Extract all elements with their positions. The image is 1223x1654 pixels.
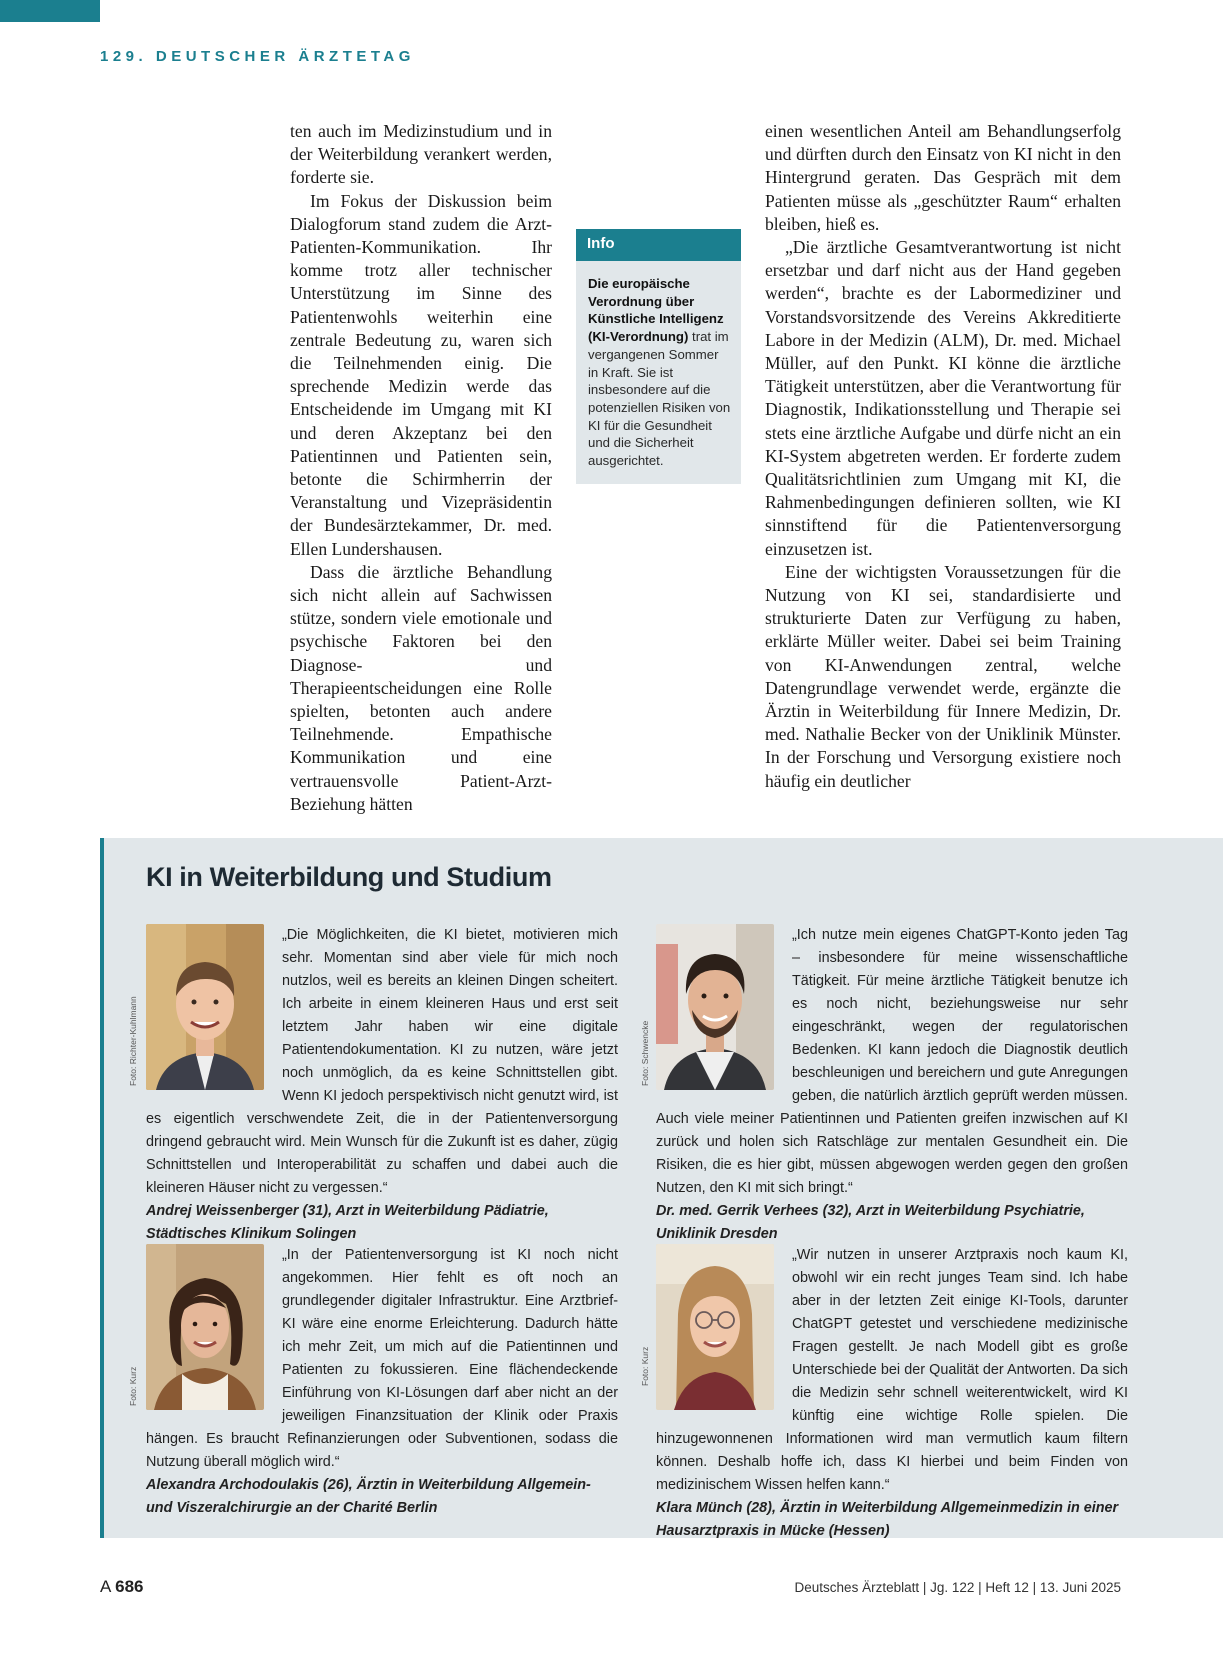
paragraph: Dass die ärztliche Behandlung sich nicht allein auf Sachwissen stütze, sondern viele emotionale und psychische Faktoren bei den Diagnose- und Therapieentscheidungen eine Rolle spielten, betonten auch andere Teilnehmende. Empathische Kommunikation und eine vertrauensvolle Patient-Arzt-Beziehung hätten: [290, 561, 552, 814]
photo-credit: Foto: Kurz: [640, 1346, 650, 1386]
info-box-heading: Info: [576, 229, 741, 261]
photo-credit: Foto: Kurz: [128, 1366, 138, 1406]
page-prefix: A: [100, 1577, 116, 1596]
page-number: [100, 1577, 144, 1597]
info-box-bold-lead: Die europäische Verordnung über Künstliche Intelligenz (KI-Verordnung): [588, 276, 724, 345]
paragraph: Eine der wichtigsten Voraussetzungen für die Nutzung von KI sei, standardisierte und strukturierte Daten zur Verfügung zu haben, erklärte Müller weiter. Dabei sei beim Training von KI-Anwendungen zentral, welche Datengrundlage verwendet werde, ergänzte die Ärztin in Weiterbildung für Innere Medizin, Dr. med. Nathalie Becker von der Uniklinik Münster. In der Forschung und Versorgung existiere noch häufig ein deutlicher: [765, 561, 1121, 791]
journal-citation: Deutsches Ärzteblatt | Jg. 122 | Heft 12 | 13. Juni 2025: [794, 1580, 1121, 1595]
quote-card: [656, 1244, 1128, 1543]
quote-text: „In der Patientenversorgung ist KI noch nicht angekommen. Hier fehlt es oft noch an grundlegender digitaler Infrastruktur. Eine Arztbrief-KI wäre eine enorme Erleichterung. Dadurch hätte ich mehr Zeit, um mich auf die Patientinnen und Patienten zu fokussieren. Eine flächendeckende Einführung von KI-Lösungen darf aber nicht an der jeweiligen Finanzsituation der Klinik oder Praxis hängen. Es braucht Refinanzierungen oder Subventionen, sodass die Nutzung überall möglich wird.“: [146, 1247, 618, 1470]
article-column-left: [290, 120, 552, 816]
quote-author: Alexandra Archodoulakis (26), Ärztin in Weiterbildung Allgemein- und Viszeralchirurgie an der Charité Berlin: [146, 1477, 591, 1516]
info-box-body: [576, 261, 741, 470]
paragraph: „Die ärztliche Gesamtverantwortung ist nicht ersetzbar und darf nicht aus der Hand gegeben werden“, brachte es der Labormediziner und Vorstandsvorsitzende des Vereins Akkreditierte Labore in der Medizin (ALM), Dr. med. Michael Müller, auf den Punkt. KI könne die ärztliche Tätigkeit unterstützen, aber die Verantwortung für Diagnostik, Indikationsstellung und Therapie sei stets eine ärztliche Aufgabe und dürfe nicht an ein KI-System abgetreten werden. Er forderte zudem Qualitätsrichtlinien zum Umgang mit KI, die Rahmenbedingungen definieren sollten, wie KI sinnstiftend für die Patientenversorgung einzusetzen ist.: [765, 237, 1121, 559]
quote-card: [146, 924, 618, 1246]
quote-text: „Ich nutze mein eigenes ChatGPT-Konto jeden Tag – insbesondere für meine wissenschaftliche Tätigkeit. Für meine ärztliche Tätigkeit benutze ich es noch nicht, beziehungsweise nur sehr eingeschränkt, wegen der regulatorischen Bedenken. KI kann jedoch die Diagnostik deutlich beschleunigen und bereichern und gute Anregungen geben, die natürlich ärztlich geprüft werden müssen. Auch viele meiner Patientinnen und Patienten greifen inzwischen auf KI zurück und holen sich Ratschläge zur mentalen Gesundheit ein. Die Risiken, die es hier gibt, müssen abgewogen werden gegen den großen Nutzen, den KI mit sich bringt.“: [656, 927, 1128, 1196]
quotes-panel: [100, 838, 1223, 1538]
paragraph: Im Fokus der Diskussion beim Dialogforum stand zudem die Arzt-Patienten-Kommunikation. Ihr komme trotz aller technischer Unterstützung im Sinne des Patientenwohls weiterhin eine zentrale Bedeutung zu, waren sich die Teilnehmenden einig. Die sprechende Medizin werde das Entscheidende im Umgang mit KI und deren Akzeptanz bei den Patientinnen und Patienten sein, betonte die Schirmherrin der Veranstaltung und Vizepräsidentin der Bundesärztekammer, Dr. med. Ellen Lundershausen.: [290, 190, 552, 559]
quote-text: „Wir nutzen in unserer Arztpraxis noch kaum KI, obwohl wir ein recht junges Team sind. Ich habe aber in der letzten Zeit einige KI-Tools, darunter ChatGPT getestet und verschiedene medizinische Fragen gestellt. Je nach Modell gibt es große Unterschiede bei der Qualität der Antworten. Da sich die Medizin sehr schnell weiterentwickelt, wird KI künftig eine wichtige Rolle spielen. Die hinzugewonnenen Informationen wird man vermutlich kaum filtern können. Deshalb hoffe ich, dass KI hierbei und beim Finden von medizinischem Wissen helfen kann.“: [656, 1247, 1128, 1493]
portrait-photo: [656, 924, 774, 1090]
quote-text: „Die Möglichkeiten, die KI bietet, motivieren mich sehr. Momentan sind aber viele für mich noch nutzlos, weil es bereits an kleinen Dingen scheitert. Ich arbeite in einem kleineren Haus und erst seit letztem Jahr haben wir eine digitale Patientendokumentation. KI zu nutzen, wäre jetzt noch unmöglich, da es keine Schnittstellen gibt. Wenn KI jedoch perspektivisch nicht genutzt wird, ist es eigentlich verschwendete Zeit, die in der Patientenversorgung dringend gebraucht wird. Mein Wunsch für die Zukunft ist es daher, zügig Schnittstellen und Interoperabilität zu schaffen und dabei auch die kleineren Häuser nicht zu vergessen.“: [146, 927, 618, 1196]
photo-credit: Foto: Richter-Kuhlmann: [128, 996, 138, 1086]
running-head: 129. DEUTSCHER ÄRZTETAG: [100, 48, 415, 65]
quote-author: Dr. med. Gerrik Verhees (32), Arzt in Weiterbildung Psychiatrie, Uniklinik Dresden: [656, 1203, 1085, 1242]
info-box: [576, 229, 741, 484]
quote-card: [656, 924, 1128, 1246]
portrait-photo: [146, 1244, 264, 1410]
paragraph: einen wesentlichen Anteil am Behandlungserfolg und dürften durch den Einsatz von KI nicht in den Hintergrund geraten. Das Gespräch mit dem Patienten müsse als „geschützter Raum“ erhalten bleiben, hieß es.: [765, 121, 1121, 234]
portrait-photo: [656, 1244, 774, 1410]
article-column-right: [765, 120, 1121, 793]
quote-author: Andrej Weissenberger (31), Arzt in Weiterbildung Pädiatrie, Städtisches Klinikum Solingen: [146, 1203, 549, 1242]
panel-title: KI in Weiterbildung und Studium: [146, 862, 552, 892]
info-box-text: trat im vergangenen Sommer in Kraft. Sie ist insbesondere auf die potenziellen Risiken von KI für die Gesundheit und die Sicherheit ausgerichtet.: [588, 329, 731, 469]
quote-author: Klara Münch (28), Ärztin in Weiterbildung Allgemeinmedizin in einer Hausarztpraxis in Mücke (Hessen): [656, 1500, 1119, 1539]
top-accent-bar: [0, 0, 100, 22]
paragraph: ten auch im Medizinstudium und in der Weiterbildung verankert werden, forderte sie.: [290, 121, 552, 188]
page-number-value: 686: [115, 1577, 144, 1596]
quote-card: [146, 1244, 618, 1520]
portrait-photo: [146, 924, 264, 1090]
photo-credit: Foto: Schwencke: [640, 1020, 650, 1086]
